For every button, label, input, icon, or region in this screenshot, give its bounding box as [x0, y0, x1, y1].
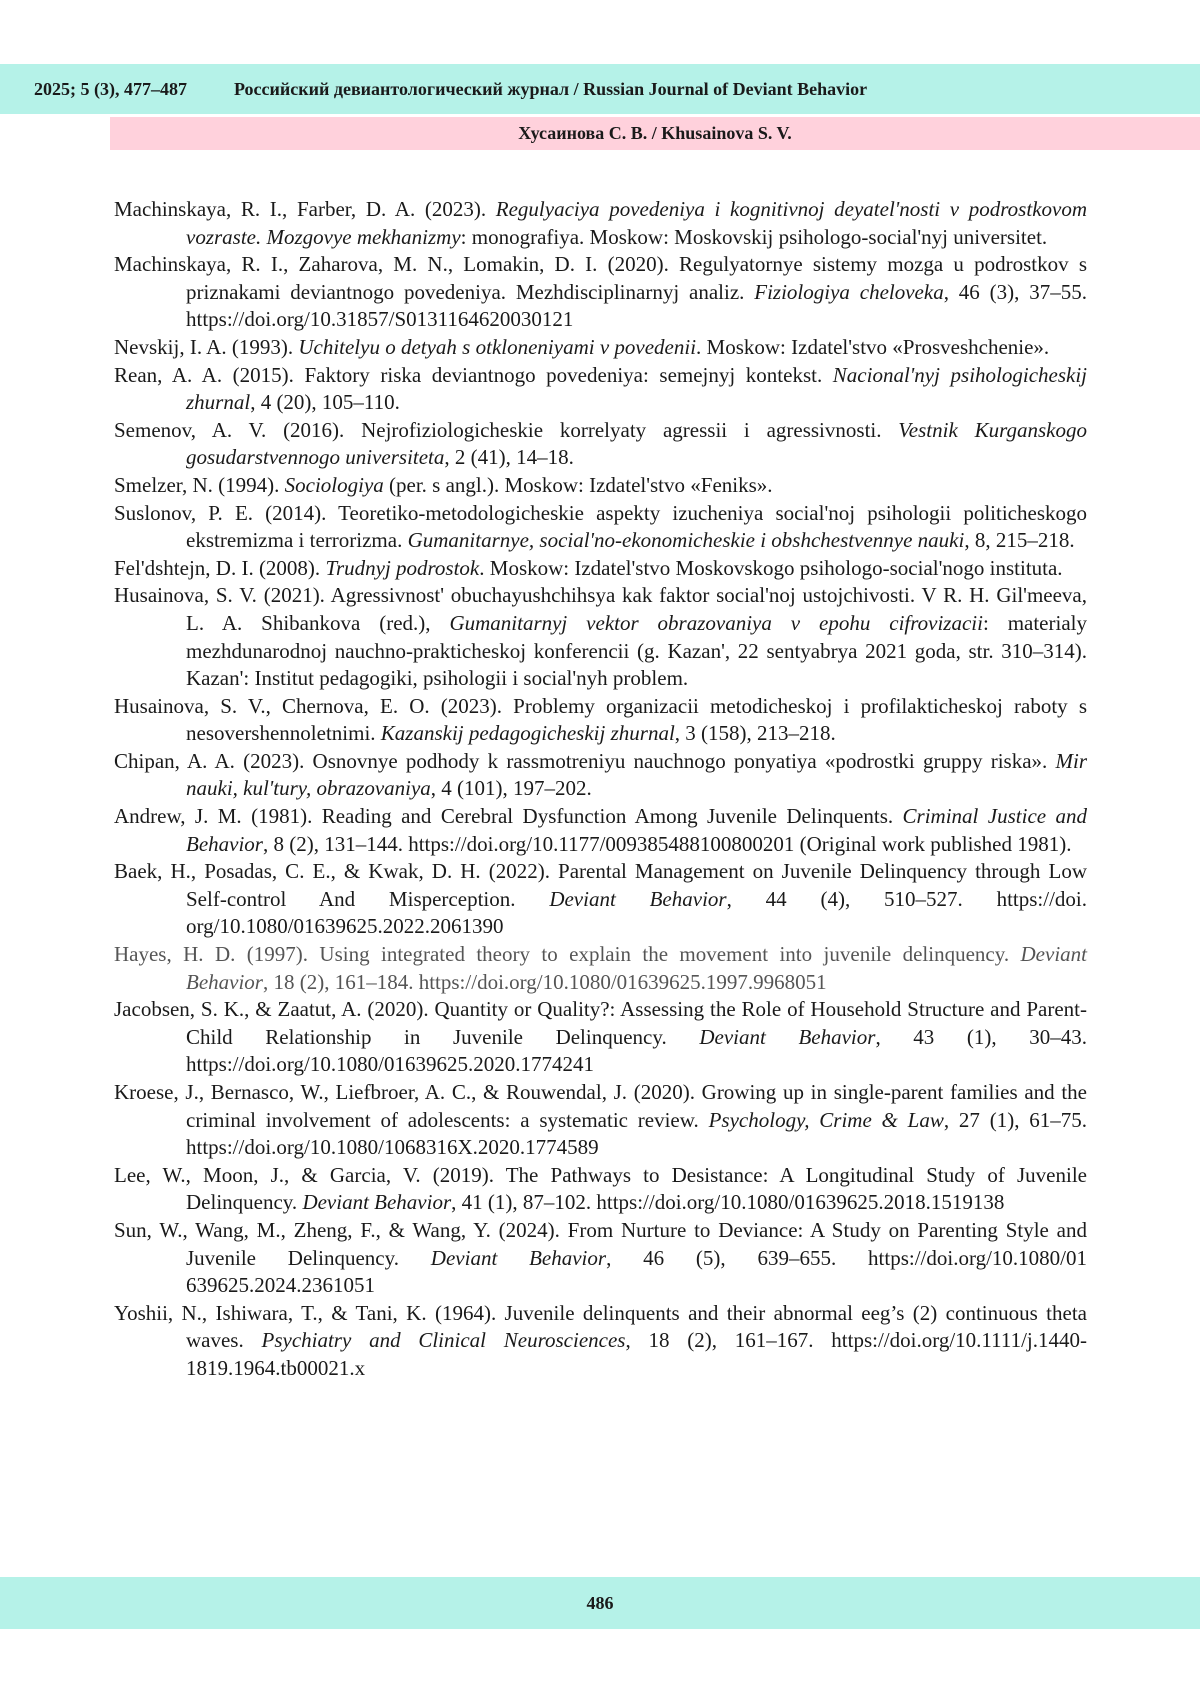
- reference-item: Smelzer, N. (1994). Sociologiya (per. s angl.). Moskow: Izdatel'stvo «Feniks».: [114, 472, 773, 497]
- reference-item: Lee, W., Moon, J., & Garcia, V. (2019). The Pathways to Desistance: A Longitudinal Study of Juvenile Delinquency. Deviant Behavior, 41 (1), 87–102. https://doi.org/10.1080/01639625.​2018.1519138: [114, 1162, 1087, 1215]
- reference-item: Husainova, S. V. (2021). Agressivnost' obuchayushchihsya kak faktor social'noj ustojchivosti. V R. H. Gil'meeva, L. A. Shibankova (red.), Gumanitarnyj vektor obrazovaniya v epohu cifrovizacii: materialy mezhdunarodnoj nauchno-prakticheskoj konferencii (g. Kazan', 22 sentyabrya 2021 goda, str. 310–314). Kazan': Institut pedagogiki, psihologii i social'nyh problem.: [114, 583, 1087, 691]
- issue-info: 2025; 5 (3), 477–487: [34, 78, 187, 99]
- reference-item: Machinskaya, R. I., Zaharova, M. N., Lomakin, D. I. (2020). Regulyatornye sistemy mozga u podrostkov s priznakami deviantnogo povedeniya. Mezhdisciplinarnyj analiz. Fiziologiya cheloveka, 46 (3), 37–55. https://doi.org/10.31857/S0131164620030121: [114, 252, 1087, 332]
- reference-item: Jacobsen, S. K., & Zaatut, A. (2020). Quantity or Quality?: Assessing the Role of Household Structure and Parent-Child Relationship in Juvenile Delinquency. Deviant Behavior, 43 (1), 30–43. https://doi.org/10.1080/01639625.2020.1774241: [114, 997, 1087, 1077]
- reference-item: Hayes, H. D. (1997). Using integrated theory to explain the movement into juvenile delinquency. Deviant Behavior, 18 (2), 161–184. https://doi.org/10.1080/01639625.1997.9968051: [114, 942, 1087, 994]
- reference-item: Husainova, S. V., Chernova, E. O. (2023). Problemy organizacii metodicheskoj i profilakticheskoj raboty s nesovershennoletnimi. Kazanskij pedagogicheskij zhurnal, 3 (158), 213–218.: [114, 693, 1087, 746]
- journal-header: [0, 64, 1200, 114]
- reference-item: Chipan, A. A. (2023). Osnovnye podhody k rassmotreniyu nauchnogo ponyatiya «podrostki gruppy riska». Mir nauki, kul'tury, obrazovaniya, 4 (101), 197–202.: [114, 748, 1087, 801]
- reference-item: Machinskaya, R. I., Farber, D. A. (2023). Regulyaciya povedeniya i kognitivnoj deyatel'nosti v podrostkovom vozraste. Mozgovye mekhanizmy: monografiya. Moskow: Moskovskij psihologo-social'nyj universitet.: [114, 197, 1088, 249]
- running-author: Хусаинова С. В. / Khusainova S. V.: [110, 117, 1200, 150]
- reference-item: Kroese, J., Bernasco, W., Liefbroer, A. C., & Rouwendal, J. (2020). Growing up in single-parent families and the criminal involvement of adolescents: a systematic review. Psychology, Crime & Law, 27 (1), 61–75. https://doi.org/10.1080/1068316X.2020.1774589: [114, 1080, 1087, 1160]
- page-footer: [0, 1577, 1200, 1629]
- reference-item: Fel'dshtejn, D. I. (2008). Trudnyj podrostok. Moskow: Izdatel'stvo Moskovskogo psihologo-social'nogo instituta.: [114, 555, 1063, 580]
- reference-item: Suslonov, P. E. (2014). Teoretiko-metodologicheskie aspekty izucheniya social'noj psihologii politicheskogo ekstremizma i terrorizma. Gumanitarnye, social'no-ekonomicheskie i obshchestvennye nauki, 8, 215–218.: [114, 500, 1087, 553]
- reference-item: Nevskij, I. A. (1993). Uchitelyu o detyah s otkloneniyami v povedenii. Moskow: Izdatel'stvo «Prosveshchenie».: [114, 334, 1050, 359]
- journal-title: Российский девиантологический журнал / Russian Journal of Deviant Behavior: [234, 78, 868, 99]
- reference-list: [114, 196, 1087, 1383]
- reference-item: Yoshii, N., Ishiwara, T., & Tani, K. (1964). Juvenile delinquents and their abnormal eeg’s (2) continuous theta waves. Psychiatry and Clinical Neurosciences, 18 (2), 161–167. https://doi.​org/10.1111/j.1440-1819.1964.tb00021.x: [114, 1300, 1087, 1380]
- reference-item: Baek, H., Posadas, C. E., & Kwak, D. H. (2022). Parental Management on Juvenile Delinquency through Low Self-control And Misperception. Deviant Behavior, 44 (4), 510–527. https://doi.​org/10.1080/01639625.2022.2061390: [114, 859, 1087, 939]
- reference-item: Sun, W., Wang, M., Zheng, F., & Wang, Y. (2024). From Nurture to Deviance: A Study on Parenting Style and Juvenile Delinquency. Deviant Behavior, 46 (5), 639–655. https://doi.org/10.1080/01​639625.2024.2361051: [114, 1217, 1088, 1298]
- page-number: 486: [586, 1592, 614, 1613]
- reference-item: Semenov, A. V. (2016). Nejrofiziologicheskie korrelyaty agressii i agressivnosti. Vestnik Kurganskogo gosudarstvennogo universiteta, 2 (41), 14–18.: [114, 417, 1087, 470]
- reference-item: Rean, A. A. (2015). Faktory riska deviantnogo povedeniya: semejnyj kontekst. Nacional'nyj psihologicheskij zhurnal, 4 (20), 105–110.: [114, 362, 1088, 415]
- reference-item: Andrew, J. M. (1981). Reading and Cerebral Dysfunction Among Juvenile Delinquents. Criminal Justice and Behavior, 8 (2), 131–144. https://doi.org/10.1177/009385488100800201 (Original work published 1981).: [114, 804, 1087, 856]
